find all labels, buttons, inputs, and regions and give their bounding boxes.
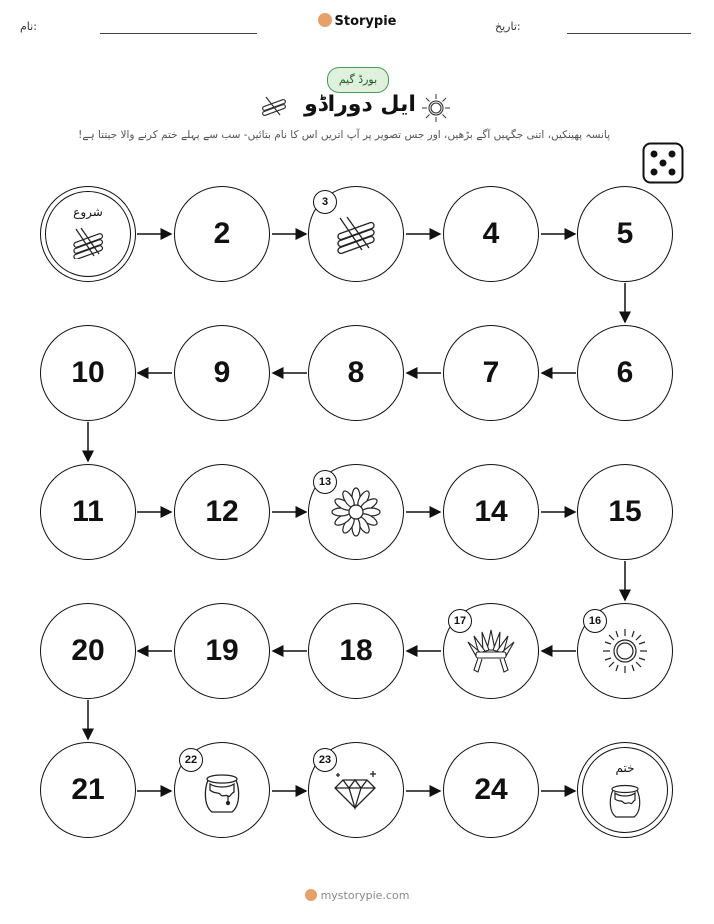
space-tag: 13	[313, 470, 337, 494]
footer	[0, 889, 714, 902]
board-space[interactable]	[443, 464, 539, 560]
space-number: 5	[616, 217, 634, 250]
raft-icon	[68, 225, 108, 259]
space-number: 20	[71, 634, 105, 667]
board-space[interactable]	[174, 464, 270, 560]
instructions: پانسہ پھینکیں، اتنی جگہیں آگے بڑھیں، اور جس تصویر پر آپ اتریں اس کا نام بتائیں- سب سے پہلے ختم کرنے والا جیتتا ہے!	[78, 129, 610, 141]
bear-icon	[305, 889, 317, 901]
space-tag: 16	[583, 609, 607, 633]
space-tag: 22	[179, 748, 203, 772]
board-space[interactable]	[443, 186, 539, 282]
date-label: تاریخ:	[495, 20, 521, 33]
space-number: 14	[474, 495, 508, 528]
space-number: 2	[213, 217, 231, 250]
board-space[interactable]	[308, 325, 404, 421]
board-space[interactable]	[443, 742, 539, 838]
space-number: 11	[72, 495, 104, 528]
board-space[interactable]	[40, 464, 136, 560]
space-number: 12	[205, 495, 239, 528]
board-space[interactable]	[174, 603, 270, 699]
finish-space[interactable]	[577, 742, 673, 838]
honey-pot-icon	[200, 770, 244, 816]
space-number: 7	[482, 356, 500, 389]
board-space[interactable]	[174, 325, 270, 421]
board-space[interactable]	[174, 186, 270, 282]
space-number: 24	[474, 773, 508, 806]
board-space[interactable]	[308, 603, 404, 699]
space-number: 6	[616, 356, 634, 389]
space-number: 19	[205, 634, 239, 667]
space-number: 15	[608, 495, 642, 528]
raft-icon	[331, 214, 381, 254]
board-game-badge: بورڈ گیم	[327, 67, 389, 93]
footer-url[interactable]: mystorypie.com	[320, 889, 410, 902]
space-number: 9	[213, 356, 231, 389]
space-number: 8	[347, 356, 365, 389]
board-space[interactable]	[577, 464, 673, 560]
start-space[interactable]	[40, 186, 136, 282]
space-number: 18	[339, 634, 373, 667]
space-tag: 23	[313, 748, 337, 772]
headdress-icon	[464, 626, 518, 676]
diamond-icon	[331, 768, 381, 812]
board-space[interactable]	[577, 186, 673, 282]
board-space[interactable]	[577, 325, 673, 421]
page-title: ایل دوراڈو	[304, 92, 416, 117]
name-label: نام:	[20, 20, 37, 33]
space-number: 4	[482, 217, 500, 250]
honey-pot-icon	[606, 781, 644, 821]
board-space[interactable]	[40, 742, 136, 838]
board-space[interactable]	[443, 325, 539, 421]
space-tag: 3	[313, 190, 337, 214]
flower-icon	[331, 487, 381, 537]
board-space[interactable]	[40, 603, 136, 699]
space-tag: 17	[448, 609, 472, 633]
start-label: شروع	[73, 205, 103, 219]
space-number: 10	[71, 356, 105, 389]
brand-name: Storypie	[334, 14, 397, 29]
board-space[interactable]	[40, 325, 136, 421]
space-number: 21	[71, 773, 105, 806]
sun-icon	[600, 626, 650, 676]
finish-label: ختم	[615, 761, 635, 775]
